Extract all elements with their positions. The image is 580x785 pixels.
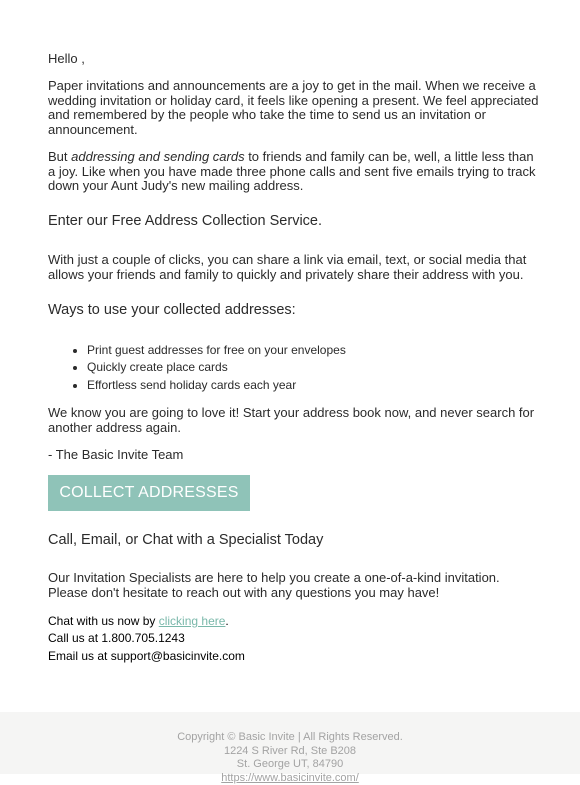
email-line: Email us at support@basicinvite.com — [48, 648, 245, 663]
greeting: Hello , — [48, 51, 85, 66]
list-item: • Quickly create place cards — [87, 359, 346, 376]
specialists-paragraph: Our Invitation Specialists are here to help you create a one-of-a-kind invitation. Please don't hesitate to reach out with any questions you may have! — [48, 570, 500, 600]
collect-addresses-button[interactable]: COLLECT ADDRESSES — [48, 475, 250, 511]
chat-line — [48, 613, 245, 630]
problem-paragraph — [48, 150, 540, 194]
ways-heading: Ways to use your collected addresses: — [48, 302, 296, 318]
footer-address-line1: 1224 S River Rd, Ste B208 — [223, 744, 357, 757]
intro-paragraph: Paper invitations and announcements are a joy to get in the mail. When we receive a wedding invitation or holiday card, it feels like opening a present. We feel appreciated and remembered by the people who take the time to send us an invitation or announcement. — [48, 78, 539, 137]
contact-heading: Call, Email, or Chat with a Specialist Today — [48, 532, 324, 548]
ways-list — [48, 342, 346, 394]
footer-address-line2: St. George UT, 84790 — [236, 758, 344, 770]
service-heading: Enter our Free Address Collection Service. — [48, 213, 323, 229]
problem-emphasis: addressing and sending cards — [71, 149, 245, 164]
footer — [0, 712, 580, 784]
chat-link[interactable]: clicking here — [158, 614, 226, 628]
closing-paragraph: We know you are going to love it! Start your address book now, and never search for another address again. — [48, 405, 535, 435]
list-item: • Print guest addresses for free on your envelopes — [87, 342, 346, 359]
chat-prefix: Chat with us now by — [48, 614, 159, 628]
contact-lines — [48, 613, 245, 665]
chat-suffix: . — [225, 614, 229, 628]
call-line: Call us at 1.800.705.1243 — [48, 631, 185, 646]
signature: - The Basic Invite Team — [48, 447, 184, 462]
footer-website-link[interactable]: https://www.basicinvite.com/ — [221, 771, 359, 784]
footer-copyright: Copyright © Basic Invite | All Rights Reserved. — [177, 731, 403, 743]
problem-text-after: to friends and family can be, well, a little less than a joy. Like when you have made three phone calls and sent five emails trying to track down your Aunt Judy's new mailing address. — [48, 149, 536, 193]
service-paragraph: With just a couple of clicks, you can share a link via email, text, or social media that allows your friends and family to quickly and privately share their address with you. — [48, 252, 527, 282]
list-item: • Effortless send holiday cards each year — [87, 377, 346, 394]
problem-text-before: But — [48, 149, 72, 164]
